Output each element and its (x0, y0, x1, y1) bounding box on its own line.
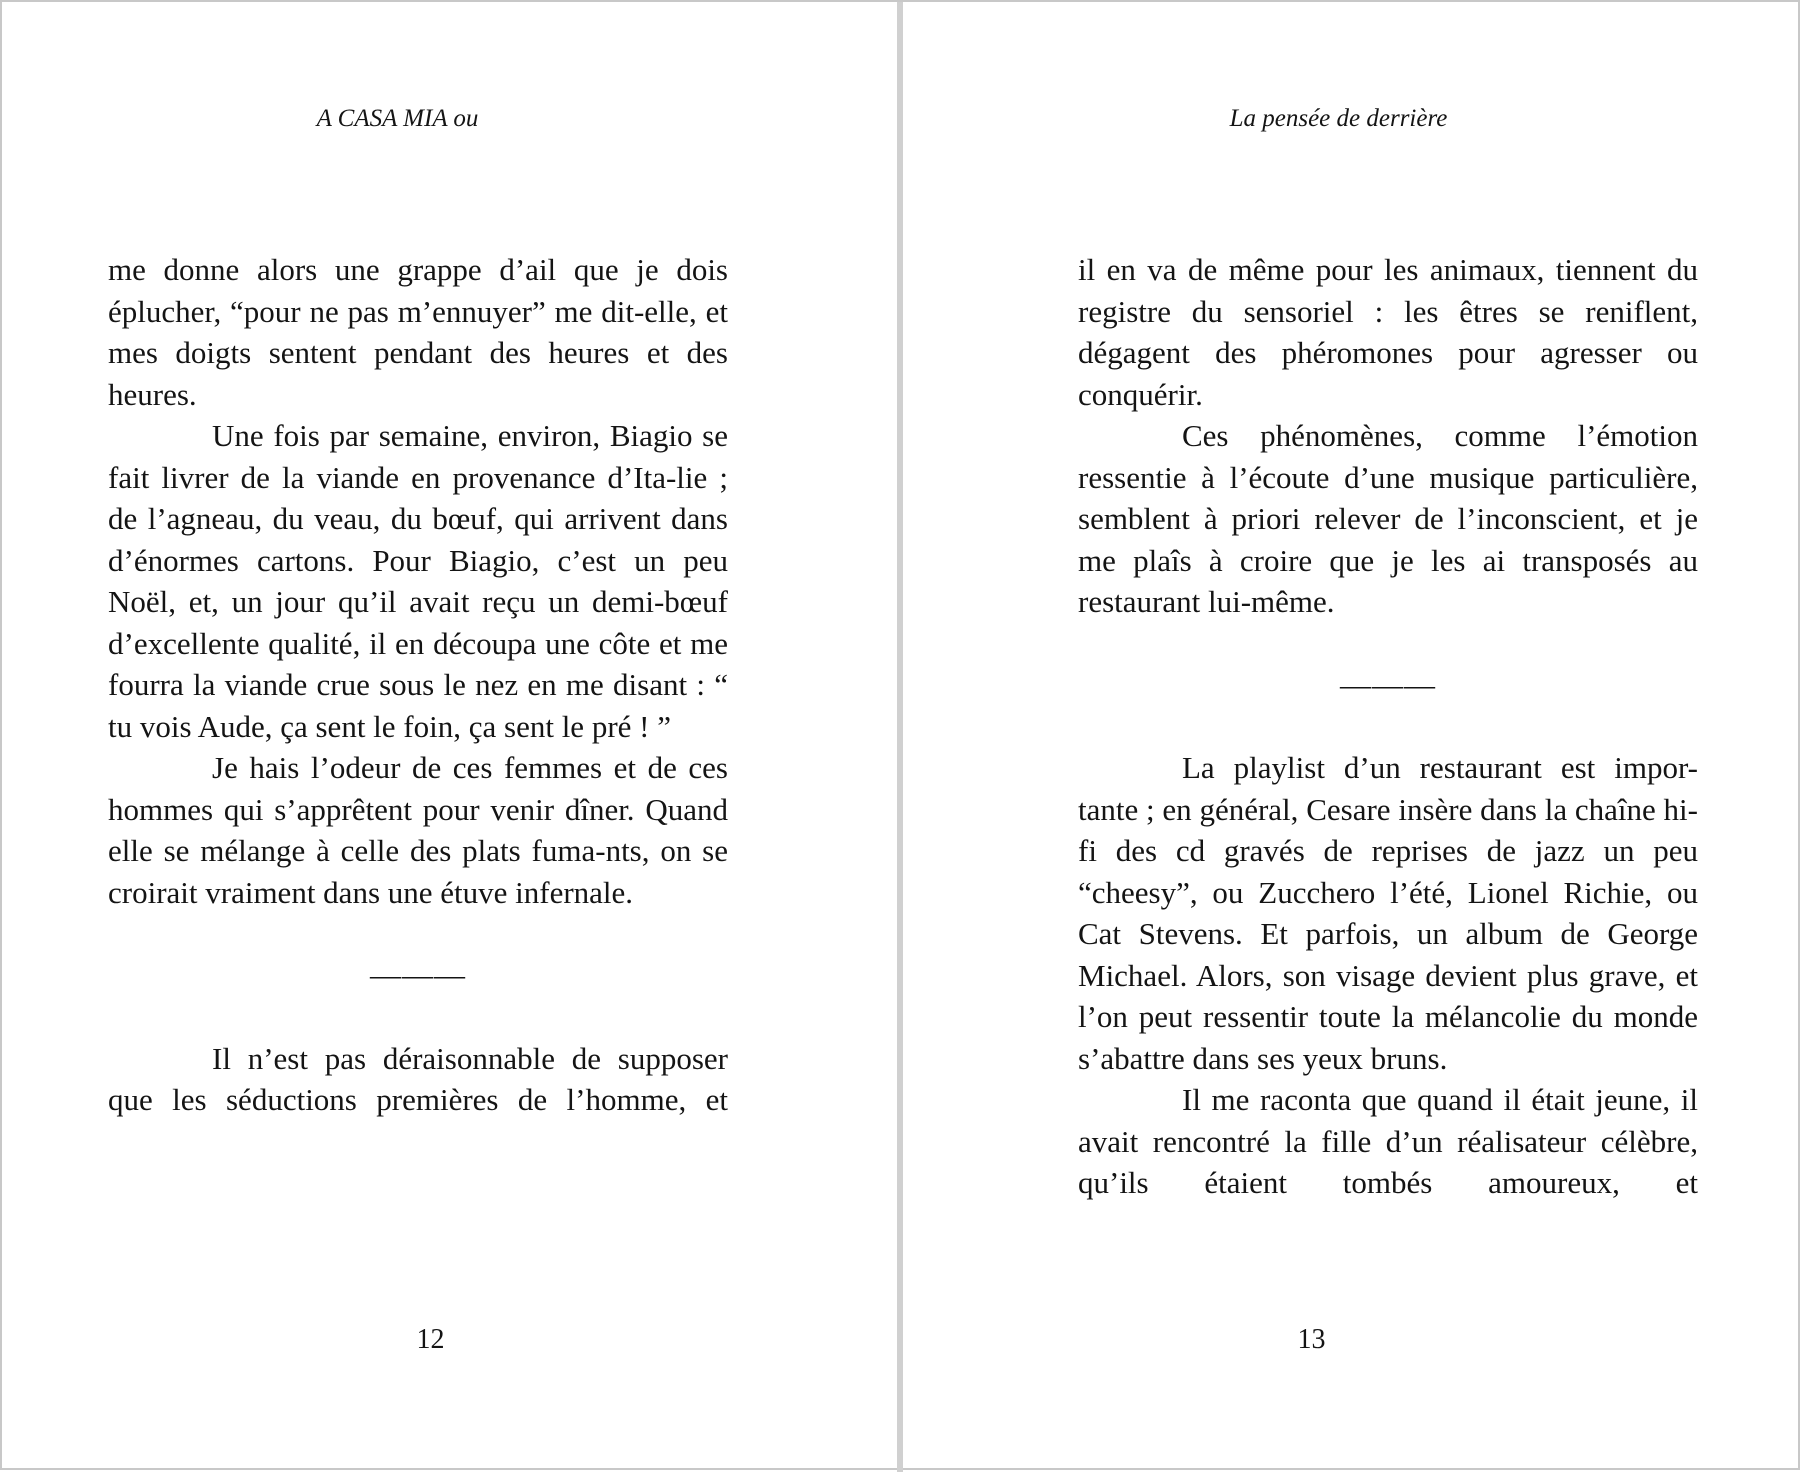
left-running-head: A CASA MIA ou (316, 105, 479, 132)
left-paragraph-2: Une fois par semaine, environ, Biagio se fait livrer de la viande en provenance d’Ita-lie ; de l’agneau, du veau, du bœuf, qui arrivent dans d’énormes cartons. Pour Biagio, c’est un peu Noël, et, un jour qu’il avait reçu un demi-bœuf d’excellente qualité, il en découpa une côte et me fourra la viande crue sous le nez en me disant : “ tu vois Aude, ça sent le foin, ça sent le pré ! ” (108, 418, 728, 744)
right-running-head: La pensée de derrière (1229, 105, 1448, 132)
right-paragraph-2: Ces phénomènes, comme l’émotion ressentie à l’écoute d’une musique particulière, semblent à priori relever de l’inconscient, et je me plaîs à croire que je les ai transposés au restaurant lui-même. (1078, 418, 1698, 619)
left-page (2, 2, 897, 1472)
left-section-separator: ——— (370, 957, 466, 992)
right-page (903, 2, 1798, 1472)
right-paragraph-3: La playlist d’un restaurant est impor-tante ; en général, Cesare insère dans la chaîne hi-fi des cd gravés de reprises de jazz un peu “cheesy”, ou Zucchero l’été, Lionel Richie, ou Cat Stevens. Et parfois, un album de George Michael. Alors, son visage devient plus grave, et l’on peut ressentir toute la mélancolie du monde s’abattre dans ses yeux bruns. (1078, 750, 1698, 1076)
right-body-text (1078, 249, 1698, 1204)
left-page-number: 12 (416, 1324, 445, 1355)
left-body-text (108, 249, 728, 1121)
left-paragraph-4: Il n’est pas déraisonnable de supposer que les séductions premières de l’homme, et (108, 1040, 728, 1117)
right-paragraph-4: Il me raconta que quand il était jeune, il avait rencontré la fille d’un réalisateur célèbre, qu’ils étaient tombés amoureux, et (1078, 1082, 1698, 1200)
right-paragraph-1: il en va de même pour les animaux, tiennent du registre du sensoriel : les êtres se reniflent, dégagent des phéromones pour agresser ou conquérir. (1078, 252, 1698, 412)
left-paragraph-1: me donne alors une grappe d’ail que je dois éplucher, “pour ne pas m’ennuyer” me dit-elle, et mes doigts sentent pendant des heures et des heures. (108, 252, 728, 412)
right-section-separator: ——— (1340, 666, 1436, 702)
right-page-number: 13 (1297, 1324, 1326, 1355)
left-paragraph-3: Je hais l’odeur de ces femmes et de ces hommes qui s’apprêtent pour venir dîner. Quand elle se mélange à celle des plats fuma-nts, on se croirait vraiment dans une étuve infernale. (108, 750, 728, 910)
